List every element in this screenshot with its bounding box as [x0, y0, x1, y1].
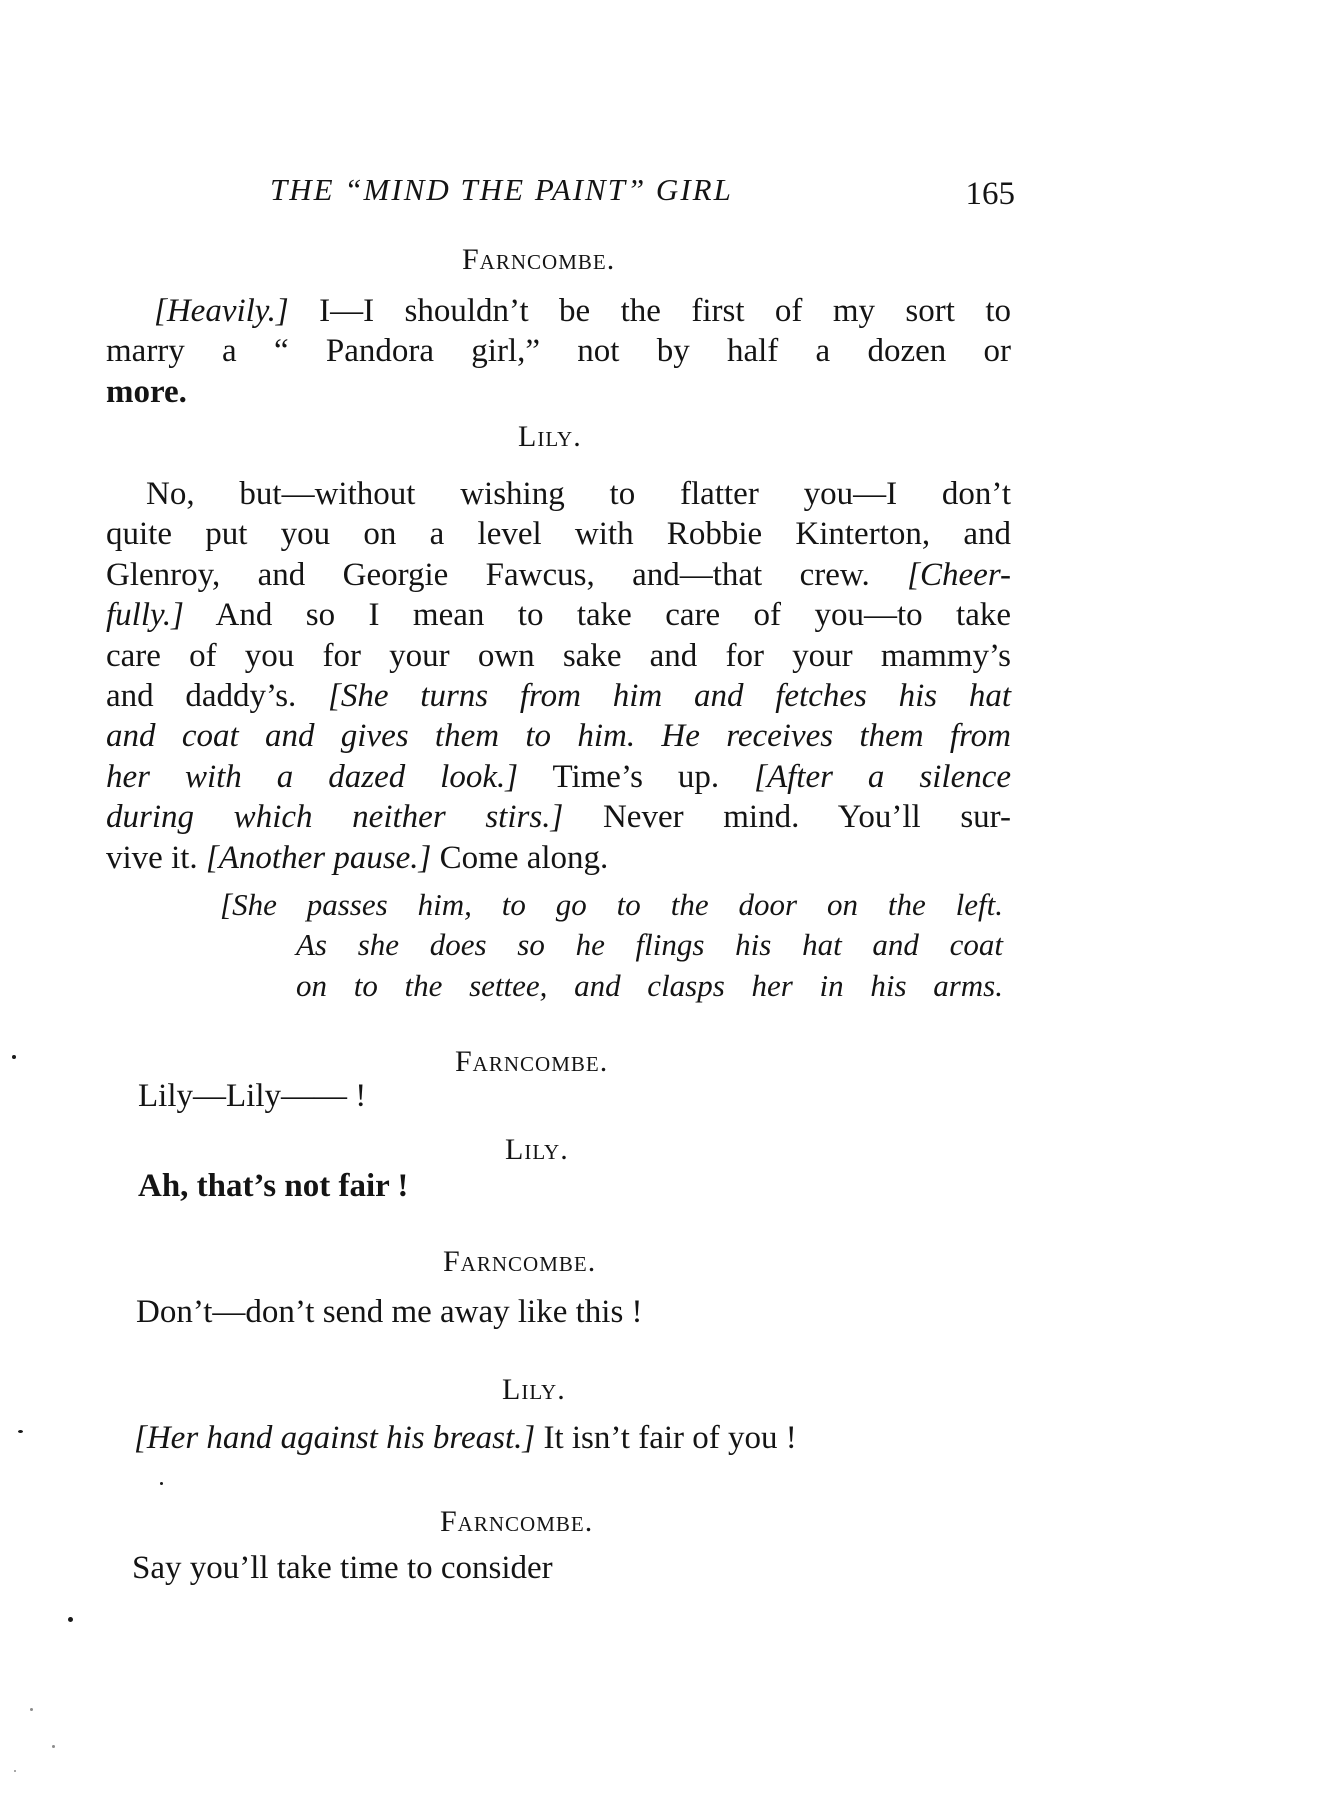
speech-line: quite put you on a level with Robbie Kinterton, and: [106, 516, 1011, 553]
speech: [138, 1076, 988, 1116]
speech-line: marry a “ Pandora girl,” not by half a dozen or: [106, 333, 1011, 370]
speaker-name: Farncombe.: [462, 243, 616, 276]
speech: [134, 1418, 1004, 1458]
running-title: THE “MIND THE PAINT” GIRL: [270, 172, 733, 207]
speaker-name: Lily.: [505, 1133, 569, 1166]
page-number: 165: [965, 176, 1015, 212]
speech-line: No, but—without wishing to flatter you—I don’t: [146, 476, 1011, 512]
speech: [136, 1292, 986, 1332]
speech-line: Lily—Lily—— !: [138, 1078, 367, 1114]
speech-line: vive it. [Another pause.] Come along.: [106, 839, 609, 876]
scan-speck: [160, 1482, 163, 1485]
speech-line: Say you’ll take time to consider: [132, 1550, 553, 1586]
scan-speck: [18, 1430, 23, 1433]
running-head: [270, 172, 1015, 222]
speech-line: Glenroy, and Georgie Fawcus, and—that crew. [Cheer-: [106, 556, 1011, 593]
scan-speck: [12, 1055, 16, 1059]
stage-direction-inline: [Her hand against his breast.]: [134, 1420, 536, 1456]
scan-speck: [30, 1708, 33, 1711]
stage-direction-inline: fully.]: [106, 597, 184, 634]
speech-line: Ah, that’s not fair !: [138, 1168, 409, 1204]
speaker-name: Farncombe.: [440, 1505, 594, 1538]
stage-direction-line: on to the settee, and clasps her in his arms.: [296, 967, 1003, 1003]
scan-speck: [68, 1617, 73, 1622]
speech-line: [Her hand against his breast.] It isn’t fair of you !: [134, 1420, 797, 1456]
speech-line: fully.] And so I mean to take care of you—to take: [106, 597, 1011, 634]
stage-direction: [220, 885, 1003, 1006]
speech-line: during which neither stirs.] Never mind. You’ll sur-: [106, 799, 1011, 836]
stage-direction-inline: [Heavily.]: [154, 293, 289, 329]
stage-direction-inline: [Cheer-: [907, 556, 1011, 593]
speaker-name: Farncombe.: [455, 1045, 609, 1078]
stage-direction-inline: [After a silence: [754, 758, 1012, 795]
stage-direction-line: As she does so he flings his hat and coat: [296, 927, 1003, 963]
speech: [132, 1548, 982, 1588]
speech-line: Don’t—don’t send me away like this !: [136, 1294, 643, 1330]
speech: [106, 474, 1011, 878]
speech: [106, 291, 1011, 412]
speech-line: and coat and gives them to him. He receives them from: [106, 718, 1011, 755]
stage-direction-inline: [Another pause.]: [205, 839, 432, 876]
speaker-name: Lily.: [502, 1373, 566, 1406]
speech: [138, 1166, 988, 1206]
speech-line: and daddy’s. [She turns from him and fetches his hat: [106, 678, 1011, 715]
speech-line: care of you for your own sake and for your mammy’s: [106, 637, 1011, 674]
speaker-name: Lily.: [518, 420, 582, 453]
speech-line: [Heavily.] I—I shouldn’t be the first of my sort to: [154, 293, 1011, 329]
speech-line: more.: [106, 373, 187, 410]
stage-direction-inline: her with a dazed look.]: [106, 758, 519, 795]
scan-speck: [14, 1770, 16, 1772]
stage-direction-inline: during which neither stirs.]: [106, 799, 564, 836]
stage-direction-line: [She passes him, to go to the door on the left.: [220, 887, 1003, 922]
scan-speck: [52, 1745, 55, 1748]
stage-direction-inline: [She turns from him and fetches his hat: [328, 678, 1011, 715]
speech-line: her with a dazed look.] Time’s up. [After a silence: [106, 758, 1012, 795]
speaker-name: Farncombe.: [443, 1245, 597, 1278]
